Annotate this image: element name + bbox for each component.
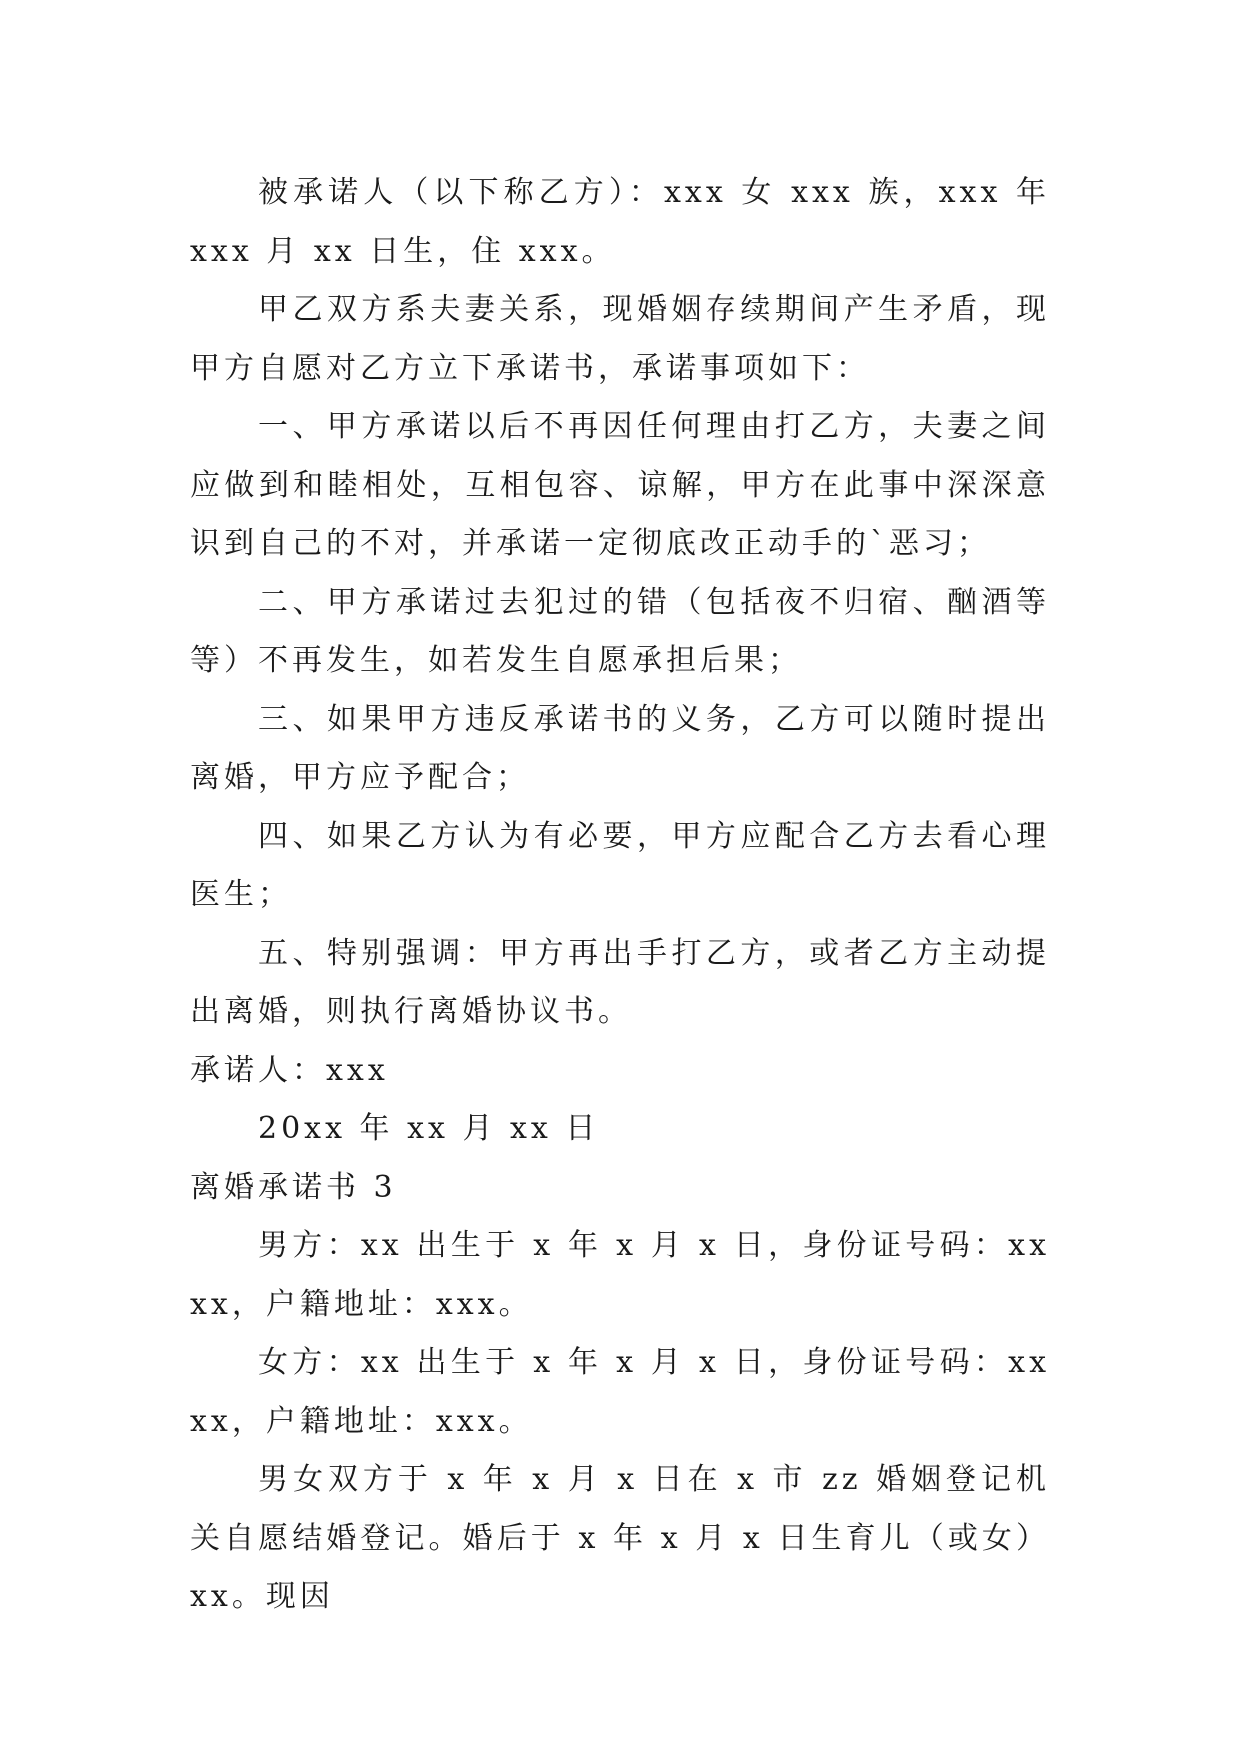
paragraph-party-b: 被承诺人（以下称乙方）：xxx 女 xxx 族，xxx 年 xxx 月 xx 日生，住 xxx。 [190,175,1050,269]
paragraph-female-party: 女方：xx 出生于 x 年 x 月 x 日，身份证号码：xxxx，户籍地址：xxx。 [190,1345,1050,1439]
paragraph-marriage-registration: 男女双方于 x 年 x 月 x 日在 x 市 zz 婚姻登记机关自愿结婚登记。婚后于 x 年 x 月 x 日生育儿（或女）xx。现因 [190,1462,1050,1614]
document-body [190,164,1050,1627]
signature-date: 20xx 年 xx 月 xx 日 [258,1111,600,1146]
paragraph-item-5: 五、特别强调：甲方再出手打乙方，或者乙方主动提出离婚，则执行离婚协议书。 [190,935,1050,1029]
paragraph-item-4: 四、如果乙方认为有必要，甲方应配合乙方去看心理医生； [190,818,1050,912]
paragraph-item-2: 二、甲方承诺过去犯过的错（包括夜不归宿、酗酒等等）不再发生，如若发生自愿承担后果； [190,584,1050,678]
paragraph-male-party: 男方：xx 出生于 x 年 x 月 x 日，身份证号码：xxxx，户籍地址：xxx。 [190,1228,1050,1322]
paragraph-item-1: 一、甲方承诺以后不再因任何理由打乙方，夫妻之间应做到和睦相处，互相包容、谅解，甲方在此事中深深意识到自己的不对，并承诺一定彻底改正动手的`恶习； [190,409,1050,561]
section-title: 离婚承诺书 3 [190,1169,397,1205]
paragraph-item-3: 三、如果甲方违反承诺书的义务，乙方可以随时提出离婚，甲方应予配合； [190,701,1050,795]
promisor-signature-line: 承诺人：xxx [190,1052,389,1088]
paragraph-relationship: 甲乙双方系夫妻关系，现婚姻存续期间产生矛盾，现甲方自愿对乙方立下承诺书，承诺事项如下： [190,292,1050,386]
